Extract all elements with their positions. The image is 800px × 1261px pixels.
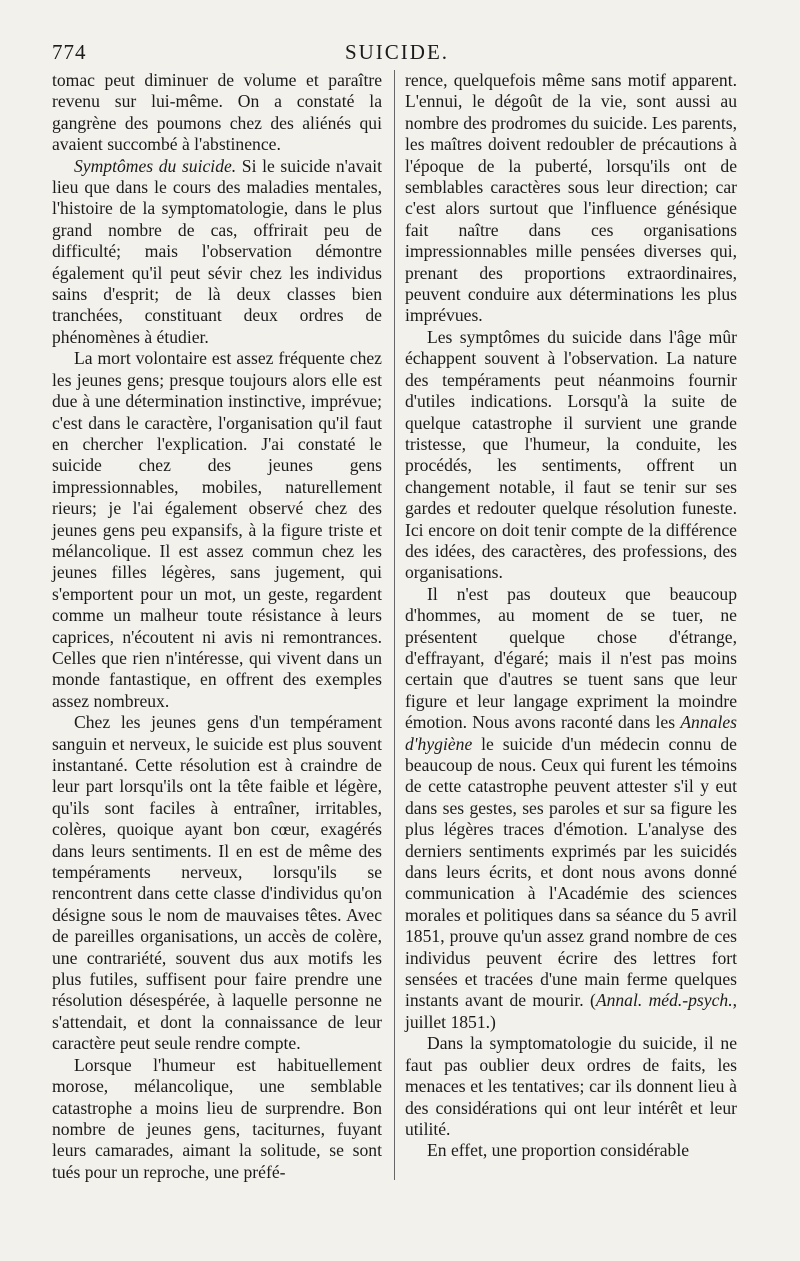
- paragraph: tomac peut diminuer de volume et paraître revenu sur lui-même. On a constaté la gangrène des poumons chez des aliénés qui avaient succombé à l'abstinence.: [52, 70, 382, 155]
- journal-title: Annales d'hygiène: [405, 712, 737, 754]
- right-column: [405, 70, 737, 1162]
- paragraph: [52, 156, 382, 349]
- paragraph-text: le suicide d'un médecin connu de beaucoup de nous. Ceux qui furent les témoins de cette catastrophe peuvent attester s'il y eut dans ses gestes, ses paroles et sur sa figure les plus légères traces d'émotion. L'analyse des derniers sentiments exprimés par les suicidés dans leurs écrits, et dont nous avons donné communication à l'Académie des sciences morales et politiques dans sa séance du 5 avril 1851, prouve qu'un assez grand nombre de ces individus peuvent écrire des lettres fort sensées et tracées d'une main ferme quelques instants avant de mourir. (: [405, 733, 737, 1011]
- paragraph: [405, 584, 737, 1034]
- page-header: [52, 40, 742, 68]
- paragraph: La mort volontaire est assez fréquente chez les jeunes gens; presque toujours alors elle est due à une détermination instinctive, imprévue; c'est dans le caractère, l'organisation qu'il faut en chercher l'explication. J'ai constaté le suicide chez des jeunes gens impressionnables, mobiles, naturellement rieurs; je l'ai également observé chez des jeunes gens peu expansifs, à la figure triste et mélancolique. Il est assez commun chez les jeunes filles légères, sans jugement, qui s'emportent pour un mot, un geste, regardent comme un malheur toute résistance à leurs caprices, n'écoutent ni avis ni remontrances. Celles que rien n'intéresse, qui vivent dans un monde fantastique, en offrent des exemples assez nombreux.: [52, 348, 382, 711]
- paragraph: Les symptômes du suicide dans l'âge mûr échappent souvent à l'observation. La nature des tempéraments peut néanmoins fournir d'utiles indications. Lorsqu'à la suite de quelque catastrophe il survient une grande tristesse, que l'humeur, la conduite, les procédés, les sentiments, offrent un changement notable, il faut se tenir sur ses gardes et redouter quelque résolution funeste. Ici encore on doit tenir compte de la différence des idées, des caractères, des professions, des organisations.: [405, 326, 737, 583]
- paragraph: Lorsque l'humeur est habituellement morose, mélancolique, une semblable catastrophe a moins lieu de surprendre. Bon nombre de jeunes gens, taciturnes, fuyant leurs camarades, aimant la solitude, se sont tués pour un reproche, une préfé-: [52, 1054, 382, 1182]
- section-title: Symptômes du suicide.: [74, 155, 237, 176]
- paragraph-body: Si le suicide n'avait lieu que dans le cours des maladies mentales, l'histoire de la symptomatologie, dans le plus grand nombre de cas, offrirait peu de difficulté; mais l'observation démontre également qu'il peut sévir chez les individus sains d'esprit; de là deux classes bien tranchées, constituant deux ordres de phénomènes à étudier.: [52, 155, 382, 347]
- paragraph: Chez les jeunes gens d'un tempérament sanguin et nerveux, le suicide est plus souvent instantané. Cette résolution est à craindre de leur part lorsqu'ils ont la tête faible et légère, qu'ils sont faciles à entraîner, irritables, colères, quoique ayant bon cœur, exagérés dans leurs sentiments. Il en est de même des tempéraments nerveux, lorsqu'ils se rencontrent dans cette classe d'individus qu'on désigne sous le nom de mauvaises têtes. Avec de pareilles organisations, un accès de colère, une contrariété, souvent dus aux motifs les plus futiles, suffisent pour faire prendre une résolution désespérée, à laquelle personne ne s'attendait, et dont la connaissance de leur caractère peut seule rendre compte.: [52, 712, 382, 1054]
- paragraph: Dans la symptomatologie du suicide, il ne faut pas oublier deux ordres de faits, les menaces et les tentatives; car ils donnent lieu à des considérations qui ont leur intérêt et leur utilité.: [405, 1033, 737, 1139]
- paragraph: rence, quelquefois même sans motif apparent. L'ennui, le dégoût de la vie, sont aussi au nombre des prodromes du suicide. Les parents, les maîtres doivent redoubler de précautions à l'époque de la puberté, lorsqu'ils ont de semblables caractères sous leur direction; car c'est alors surtout que l'influence génésique fait naître dans ces organisations impressionnables mille pensées diverses qui, prenant des proportions extraordinaires, peuvent conduire aux déterminations les plus imprévues.: [405, 70, 737, 326]
- journal-citation: Annal. méd.-psych.: [595, 990, 733, 1011]
- page-number: 774: [52, 40, 87, 64]
- running-head: SUICIDE.: [344, 40, 450, 64]
- paragraph-text: Il n'est pas douteux que beaucoup d'hommes, au moment de se tuer, ne présentent quelque chose d'étrange, d'effrayant, d'égaré; mais il n'est pas moins certain que d'autres se tuent sans que leur figure et leur langage expriment la moindre émotion. Nous avons raconté dans les: [405, 583, 737, 733]
- left-column: [52, 70, 382, 1183]
- paragraph-text: , juillet 1851.): [405, 990, 737, 1032]
- paragraph: En effet, une proportion considérable: [427, 1140, 690, 1161]
- column-divider: [394, 70, 395, 1180]
